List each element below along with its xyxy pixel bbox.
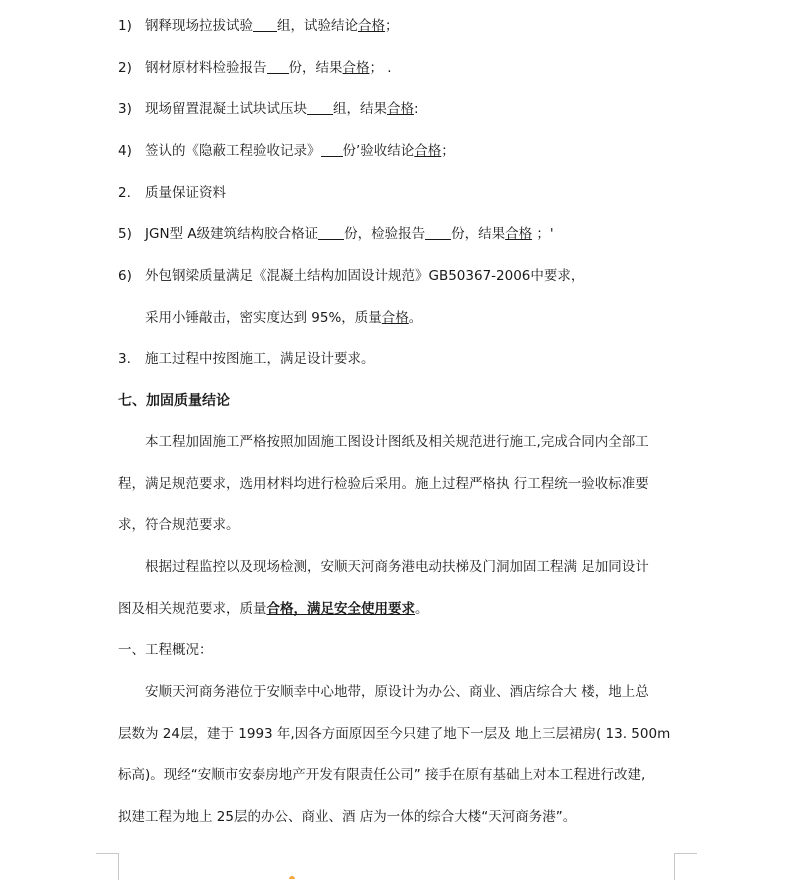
item-text: 份，结果 — [288, 60, 343, 76]
item-number: 3. — [118, 351, 131, 367]
item-punct: ；' — [532, 226, 554, 242]
fill-blank — [318, 225, 344, 240]
section-heading: 七、加固质量结论 — [118, 393, 230, 409]
paragraph-line: 安顺天河商务港位于安顺幸中心地带，原设计为办公、商业、酒店综合大 楼，地上总 — [145, 684, 649, 700]
paragraph-text: 。 — [415, 601, 429, 617]
paragraph-text: 图及相关规范要求，质量 — [118, 601, 267, 617]
page-corner-mark-left — [96, 853, 119, 880]
qualified-text: 合格 — [387, 101, 414, 117]
item-number: 3) — [118, 101, 132, 117]
item-text: 份，结果 — [451, 226, 506, 242]
item-text: 钢释现场拉拔试验 — [145, 18, 253, 34]
fill-blank — [307, 100, 333, 115]
item-text: JGN型 A级建筑结构胶合格证 — [145, 226, 319, 242]
list-item — [118, 183, 675, 203]
item-text: 外包钢梁质量满足《混凝土结构加固设计规范》GB50367-2006中要求， — [145, 268, 585, 284]
list-item — [118, 349, 675, 369]
list-item — [118, 99, 675, 119]
item-number: 4) — [118, 143, 132, 159]
fill-blank — [253, 17, 277, 32]
emphasis-text: 合格，满足安全使用要求 — [266, 601, 415, 617]
item-punct: 。 — [408, 310, 423, 326]
item-number: 1) — [118, 18, 132, 34]
item-text: 质量保证资料 — [145, 185, 226, 201]
paragraph-line: 拟建工程为地上 25层的办公、商业、酒 店为一体的综合大楼“天河商务港”。 — [118, 809, 577, 825]
item-punct: ； . — [369, 60, 392, 76]
list-item — [118, 266, 675, 286]
list-item-continuation — [118, 308, 675, 328]
paragraph-line: 标高)。现经“安顺市安泰房地产开发有限责任公司” 接手在原有基础上对本工程进行改建, — [118, 767, 646, 783]
list-item — [118, 224, 675, 244]
item-punct: ； — [385, 18, 399, 34]
item-text: 份，检验报告 — [344, 226, 426, 242]
qualified-text: 合格 — [381, 310, 409, 326]
paragraph-line: 层数为 24层，建于 1993 年,因各方面原因至今只建了地下一层及 地上三层裙房( 13. 500m — [118, 726, 671, 742]
list-item — [118, 16, 675, 36]
paragraph-line: 根据过程监控以及现场检测，安顺天河商务港电动扶梯及门洞加固工程满 足加同设计 — [145, 559, 649, 575]
paragraph-line: 本工程加固施工严格按照加固施工图设计图纸及相关规范进行施工,完成合同内全部工 — [145, 434, 649, 450]
fill-blank — [425, 225, 451, 240]
fill-blank — [267, 59, 289, 74]
section-heading: 一、工程概况： — [118, 642, 213, 658]
item-text: 施工过程中按图施工，满足设计要求。 — [145, 351, 375, 367]
item-number: 2) — [118, 60, 132, 76]
item-text: 现场留置混凝土试块试压块 — [145, 101, 307, 117]
item-number: 5) — [118, 226, 132, 242]
item-punct: ； — [441, 143, 455, 159]
item-punct: : — [414, 101, 419, 117]
fill-blank — [321, 142, 343, 157]
list-item — [118, 58, 675, 78]
item-number: 2. — [118, 185, 131, 201]
qualified-text: 合格 — [414, 143, 442, 159]
paragraph-line — [118, 599, 675, 619]
list-item — [118, 141, 675, 161]
item-text: 签认的《隐蔽工程验收记录》 — [145, 143, 321, 159]
paragraph-line: 求，符合规范要求。 — [118, 517, 240, 533]
paragraph-line: 程，满足规范要求，选用材料均进行检验后采用。施上过程严格执 行工程统一验收标准要 — [118, 476, 649, 492]
qualified-text: 合格 — [505, 226, 533, 242]
item-text: 钢材原材料检验报告 — [145, 60, 267, 76]
item-number: 6) — [118, 268, 132, 284]
page-corner-mark-right — [674, 853, 697, 880]
item-text: 组，结果 — [333, 101, 387, 117]
item-text: 份’验收结论 — [342, 143, 415, 159]
qualified-text: 合格 — [358, 18, 385, 34]
item-text: 采用小锤敲击，密实度达到 95%，质量 — [145, 310, 382, 326]
item-text: 组，试验结论 — [277, 18, 358, 34]
qualified-text: 合格 — [342, 60, 370, 76]
